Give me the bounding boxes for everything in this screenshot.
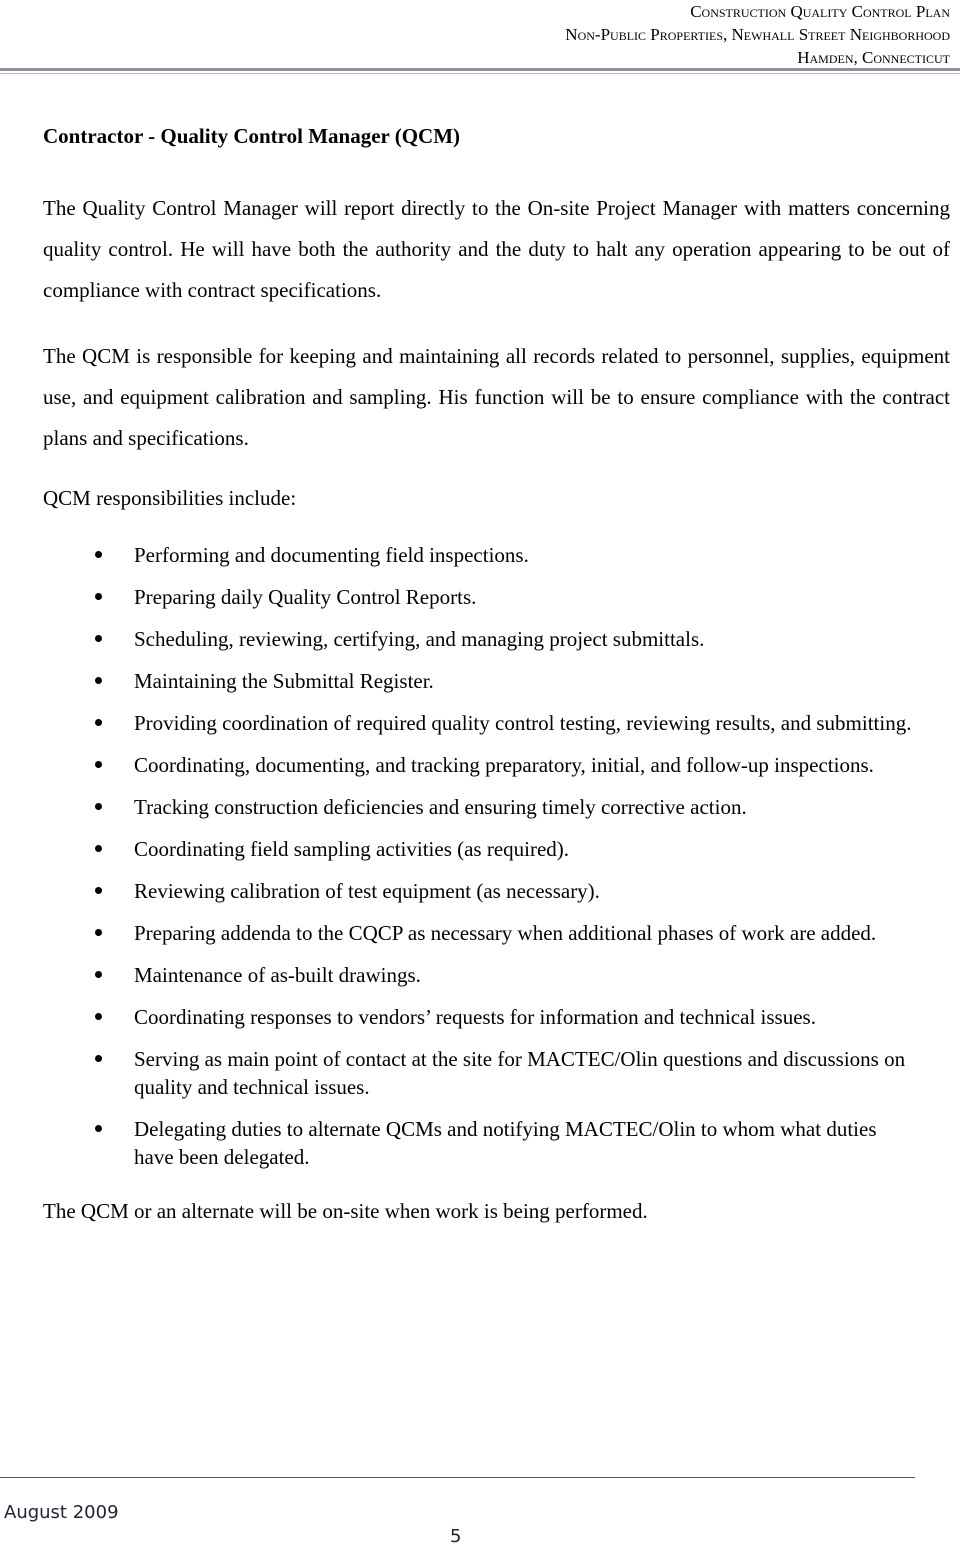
list-item-text: Tracking construction deficiencies and ensuring timely corrective action. — [134, 795, 747, 819]
paragraph-reporting: The Quality Control Manager will report directly to the On-site Project Manager with matters concerning quality control. He will have both the authority and the duty to halt any operation appearing to be out of compliance with contract specifications. — [43, 196, 950, 302]
paragraph-records: The QCM is responsible for keeping and maintaining all records related to personnel, supplies, equipment use, and equipment calibration and sampling. His function will be to ensure compliance with the contract plans and specifications. — [43, 344, 950, 450]
list-intro: QCM responsibilities include: — [43, 486, 297, 510]
header-divider — [0, 68, 960, 71]
list-item — [43, 793, 914, 821]
bullet-icon — [95, 845, 102, 852]
header-divider-thin — [0, 73, 960, 74]
footer-divider — [0, 1477, 915, 1478]
header-location: Hamden, Connecticut — [797, 48, 950, 67]
list-item-text: Serving as main point of contact at the site for MACTEC/Olin questions and discussions on quality and technical issues. — [134, 1047, 906, 1099]
list-item — [43, 625, 914, 653]
list-item — [43, 877, 914, 905]
list-item-text: Coordinating field sampling activities (as required). — [134, 837, 570, 861]
page-header — [250, 0, 950, 69]
section-heading: Contractor - Quality Control Manager (QCM) — [43, 124, 461, 148]
list-item-text: Reviewing calibration of test equipment (as necessary). — [134, 879, 600, 903]
page-number: 5 — [450, 1526, 462, 1547]
list-item — [43, 1045, 914, 1101]
footer-date: August 2009 — [4, 1502, 119, 1523]
header-project-name: Non-Public Properties, Newhall Street Neighborhood — [565, 25, 950, 44]
bullet-icon — [95, 635, 102, 642]
bullet-icon — [95, 1013, 102, 1020]
list-item-text: Scheduling, reviewing, certifying, and managing project submittals. — [134, 627, 705, 651]
list-item-text: Maintenance of as-built drawings. — [134, 963, 421, 987]
bullet-icon — [95, 1125, 102, 1132]
bullet-icon — [95, 593, 102, 600]
list-item — [43, 709, 914, 737]
closing-paragraph: The QCM or an alternate will be on-site when work is being performed. — [43, 1199, 648, 1223]
list-item-text: Providing coordination of required quality control testing, reviewing results, and submitting. — [134, 711, 912, 735]
bullet-icon — [95, 551, 102, 558]
bullet-icon — [95, 971, 102, 978]
bullet-icon — [95, 719, 102, 726]
header-document-title: Construction Quality Control Plan — [690, 2, 950, 21]
list-item-text: Preparing daily Quality Control Reports. — [134, 585, 477, 609]
list-item — [43, 751, 914, 779]
bullet-icon — [95, 1055, 102, 1062]
page-body — [43, 122, 950, 1225]
list-item — [43, 1115, 914, 1171]
list-item-text: Coordinating, documenting, and tracking preparatory, initial, and follow-up inspections. — [134, 753, 874, 777]
list-item — [43, 835, 914, 863]
bullet-icon — [95, 803, 102, 810]
list-item-text: Performing and documenting field inspections. — [134, 543, 529, 567]
list-item-text: Preparing addenda to the CQCP as necessary when additional phases of work are added. — [134, 921, 877, 945]
list-item-text: Delegating duties to alternate QCMs and notifying MACTEC/Olin to whom what duties have been delegated. — [134, 1117, 877, 1169]
responsibilities-list — [43, 541, 950, 1171]
list-item — [43, 667, 914, 695]
bullet-icon — [95, 761, 102, 768]
list-item — [43, 583, 914, 611]
list-item-text: Coordinating responses to vendors’ requests for information and technical issues. — [134, 1005, 816, 1029]
list-item-text: Maintaining the Submittal Register. — [134, 669, 434, 693]
list-item — [43, 961, 914, 989]
list-item — [43, 541, 914, 569]
bullet-icon — [95, 929, 102, 936]
bullet-icon — [95, 887, 102, 894]
list-item — [43, 1003, 914, 1031]
list-item — [43, 919, 914, 947]
bullet-icon — [95, 677, 102, 684]
